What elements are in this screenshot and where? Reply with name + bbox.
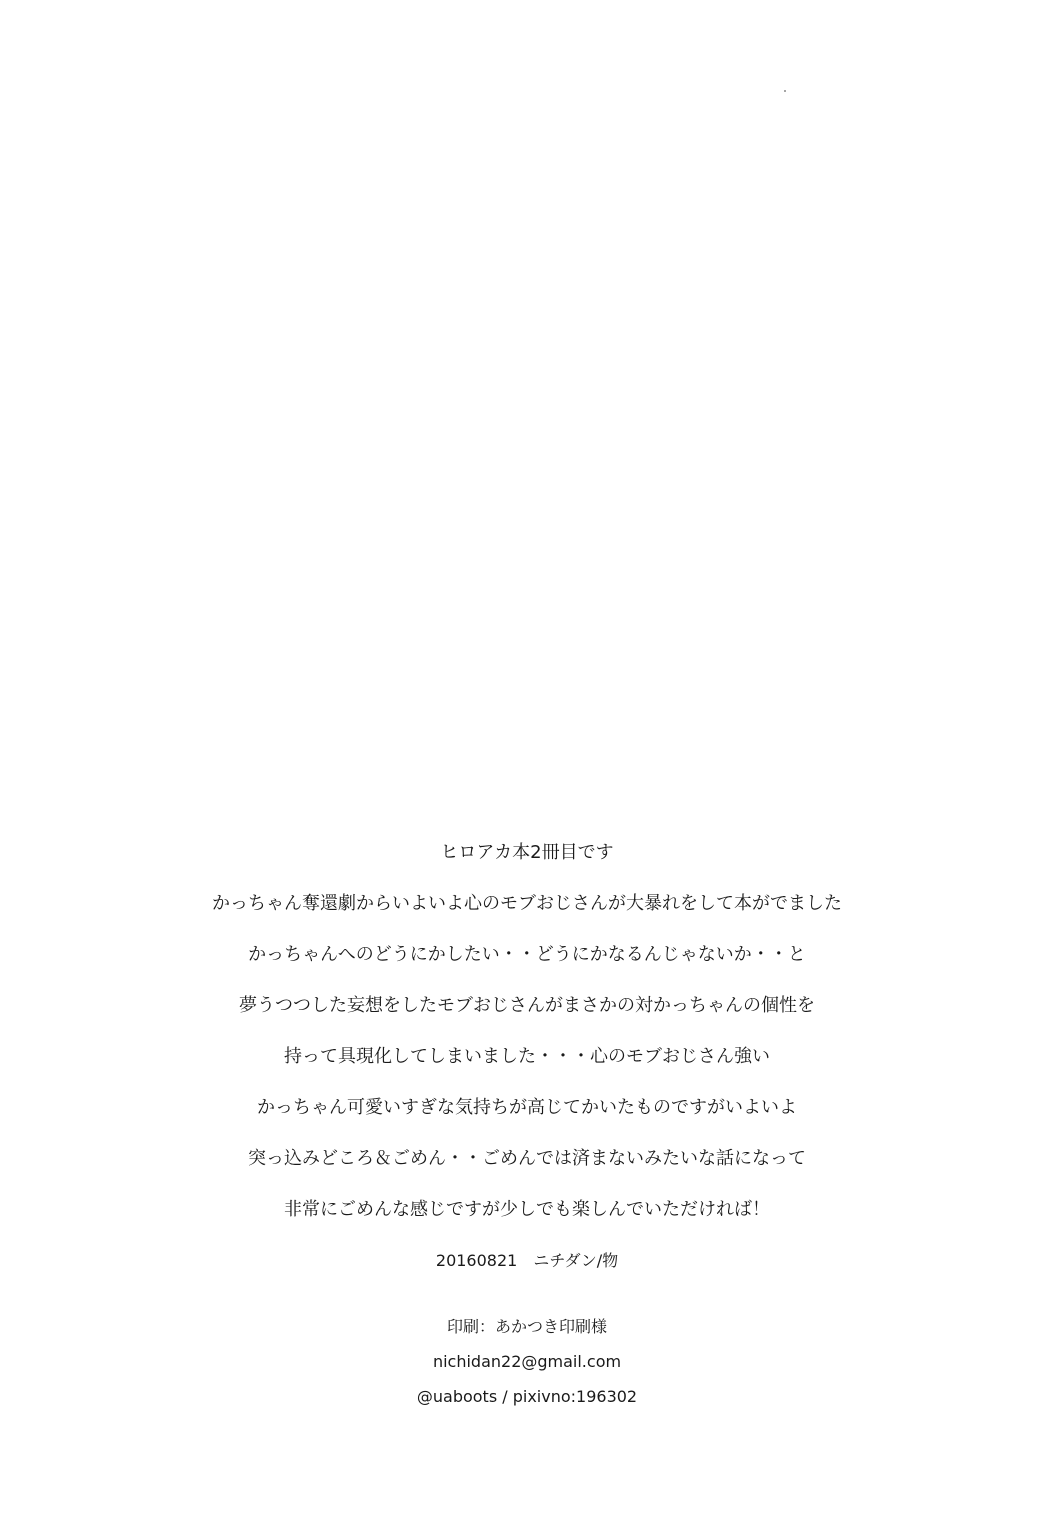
- contact-email: nichidan22@gmail.com: [432, 1352, 622, 1371]
- afterword-line: ヒロアカ本2冊目です: [440, 842, 614, 863]
- afterword-line: かっちゃんへのどうにかしたい・・どうにかなるんじゃないか・・と: [248, 944, 806, 965]
- scan-speck: [784, 90, 786, 92]
- date-signature: 20160821 ニチダン/物: [435, 1251, 619, 1270]
- colophon-block: [0, 1315, 1054, 1420]
- printer-credit: 印刷：あかつき印刷様: [446, 1317, 607, 1336]
- afterword-line: 突っ込みどころ＆ごめん・・ごめんでは済まないみたいな話になって: [248, 1148, 806, 1169]
- afterword-line: かっちゃん奪還劇からいよいよ心のモブおじさんが大暴れをして本がでました: [212, 893, 842, 914]
- afterword-line: 持って具現化してしまいました・・・心のモブおじさん強い: [284, 1046, 770, 1067]
- afterword-line: 非常にごめんな感じですが少しでも楽しんでいただければ！: [284, 1199, 770, 1220]
- social-handles: @uaboots / pixivno:196302: [416, 1387, 638, 1406]
- afterword-line: かっちゃん可愛いすぎな気持ちが高じてかいたものですがいよいよ: [257, 1097, 797, 1118]
- afterword-block: [0, 838, 1054, 1308]
- afterword-line: 夢うつつした妄想をしたモブおじさんがまさかの対かっちゃんの個性を: [239, 995, 815, 1016]
